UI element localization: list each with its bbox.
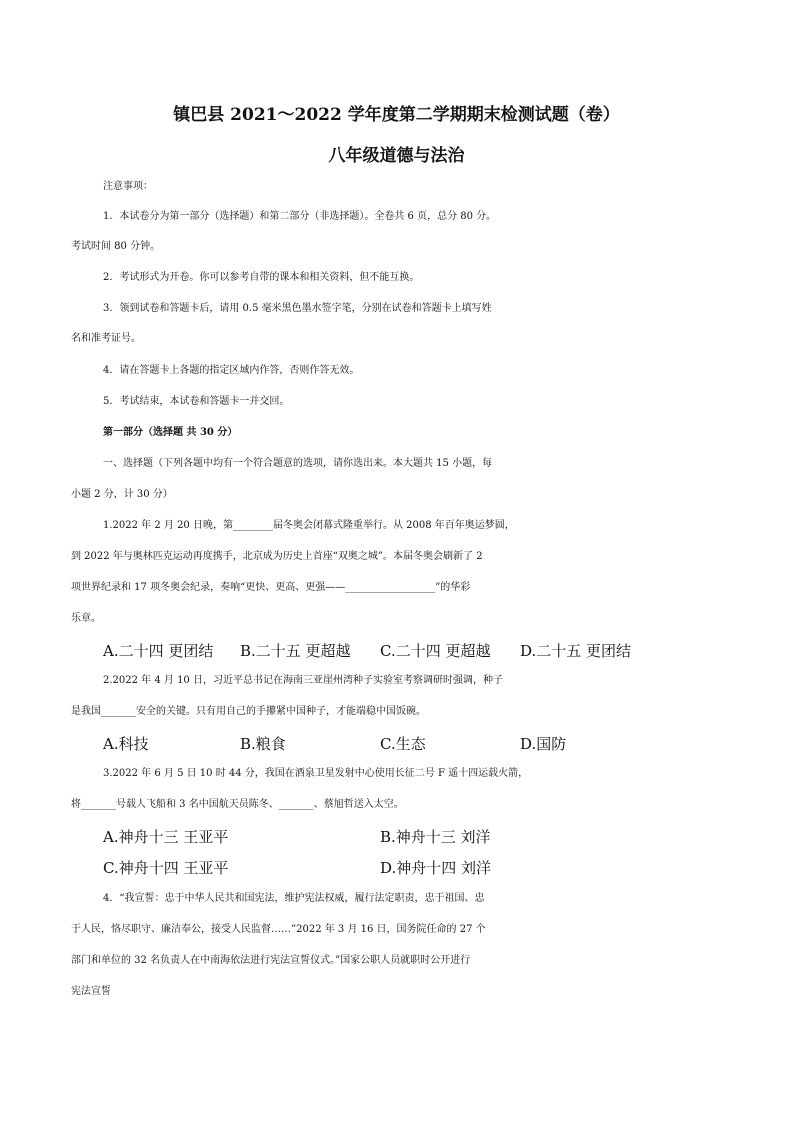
q1-option-d: D.二十五 更团结 [520,642,632,660]
q2-option-b: B.粮食 [240,735,286,753]
q1-option-c: C.二十四 更超越 [380,642,491,660]
q1-text-3: 项世界纪录和 17 项冬奥会纪录，奏响“更快、更高、更强——__________________”的华彩 [71,582,471,593]
exam-title: 镇巴县 2021～2022 学年度第二学期期末检测试题（卷） [173,105,620,125]
q3-option-d: D.神舟十四 刘洋 [380,859,492,877]
q3-text-2: 将_______号载人飞船和 3 名中国航天员陈冬、_______、蔡旭哲送入太空。 [71,799,404,810]
part1-heading: 第一部分（选择题 共 30 分） [103,427,238,438]
q4-text-2: 于人民，恪尽职守、廉洁奉公，接受人民监督……”2022 年 3 月 16 日，国务院任命的 27 个 [71,924,486,935]
notice-item-4: 4．请在答题卡上各题的指定区域内作答，否则作答无效。 [103,365,360,376]
q3-text-1: 3.2022 年 6 月 5 日 10 时 44 分，我国在酒泉卫星发射中心使用长征二号 F 遥十四运载火箭， [103,768,529,779]
q1-text-1: 1.2022 年 2 月 20 日晚，第________届冬奥会闭幕式隆重举行。从 2008 年百年奥运梦圆， [103,520,515,531]
q4-text-1: 4．“我宣誓：忠于中华人民共和国宪法，维护宪法权威，履行法定职责，忠于祖国、忠 [103,893,485,904]
q2-option-a: A.科技 [103,735,149,753]
q1-text-4: 乐章。 [71,613,101,624]
notice-item-5: 5．考试结束，本试卷和答题卡一并交回。 [103,396,290,407]
section-instructions-cont: 小题 2 分，计 30 分） [71,489,173,500]
notice-item-3: 3．领到试卷和答题卡后，请用 0.5 毫米黑色墨水签字笔，分别在试卷和答题卡上填写姓 [103,303,492,314]
notice-item-2: 2．考试形式为开卷。你可以参考自带的课本和相关资料，但不能互换。 [103,272,420,283]
notice-item-3-cont: 名和准考证号。 [71,333,141,344]
q3-option-b: B.神舟十三 刘洋 [380,828,491,846]
q1-option-a: A.二十四 更团结 [103,642,214,660]
q4-text-4: 宪法宣誓 [71,986,111,997]
q3-option-c: C.神舟十四 王亚平 [103,859,229,877]
q2-option-c: C.生态 [380,735,426,753]
q3-option-a: A.神舟十三 王亚平 [103,828,229,846]
q2-text-2: 是我国_______安全的关键。只有用自己的手攥紧中国种子，才能端稳中国饭碗。 [71,706,426,717]
q4-text-3: 部门和单位的 32 名负责人在中南海依法进行宪法宣誓仪式。”国家公职人员就职时公开进行 [71,955,471,966]
notice-item-1: 1．本试卷分为第一部分（选择题）和第二部分（非选择题）。全卷共 6 页，总分 80 分。 [103,211,497,222]
q2-text-1: 2.2022 年 4 月 10 日，习近平总书记在海南三亚崖州湾种子实验室考察调研时强调，种子 [103,675,503,686]
q1-text-2: 到 2022 年与奥林匹克运动再度携手，北京成为历史上首座“双奥之城”。本届冬奥会刷新了 2 [71,551,483,562]
q2-option-d: D.国防 [520,735,567,753]
notice-item-1-cont: 考试时间 80 分钟。 [71,241,161,252]
notice-heading: 注意事项： [103,181,153,192]
q1-option-b: B.二十五 更超越 [240,642,351,660]
section-instructions: 一、选择题（下列各题中均有一个符合题意的选项，请你选出来。本大题共 15 小题，每 [103,458,493,469]
exam-subject: 八年级道德与法治 [328,146,465,166]
